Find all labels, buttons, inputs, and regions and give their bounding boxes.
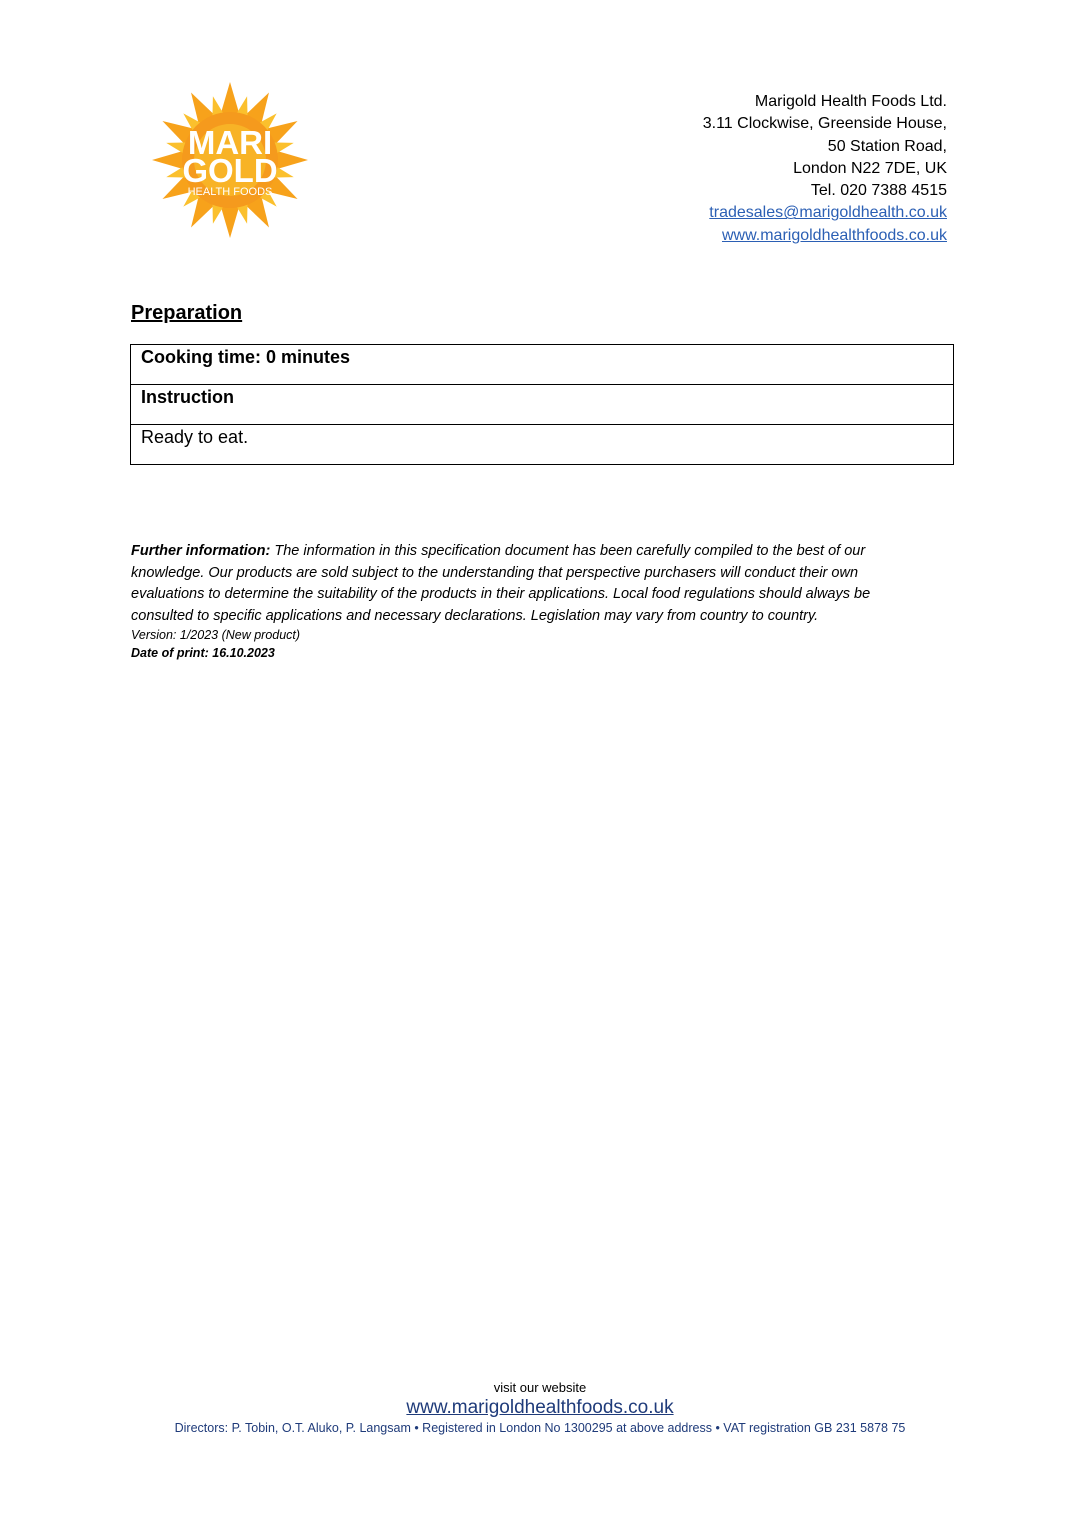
- table-row: [131, 385, 954, 425]
- footer-visit-text: visit our website: [493, 1380, 587, 1395]
- preparation-heading: Preparation: [131, 302, 243, 324]
- further-information-text: The information in this specification document has been carefully compiled to the best of our knowledge. Our products are sold subject to the understanding that perspective purchasers will conduct their own evaluations to determine the suitability of the products in their applications. Local food regulations should always be consulted to specific applications and necessary declarations. Legislation may vary from country to country.: [131, 543, 871, 624]
- instruction-text: Ready to eat.: [141, 427, 249, 447]
- version-text: Version: 1/2023 (New product): [131, 628, 301, 642]
- cooking-time-cell: [131, 345, 954, 385]
- address-line-building: 3.11 Clockwise, Greenside House,: [702, 115, 947, 133]
- company-address: [703, 91, 947, 247]
- logo-text-gold: GOLD: [182, 152, 278, 189]
- table-row: [131, 425, 954, 465]
- address-line-phone: Tel. 020 7388 4515: [810, 182, 947, 200]
- logo-text-mari: MARI: [187, 124, 273, 161]
- print-date: Date of print: 16.10.2023: [131, 646, 275, 660]
- company-logo: [130, 68, 328, 256]
- cooking-time-text: Cooking time: 0 minutes: [141, 347, 351, 367]
- instruction-label-cell: [131, 385, 954, 425]
- logo-text-health-foods: HEALTH FOODS: [187, 186, 273, 198]
- footer-website-link[interactable]: www.marigoldhealthfoods.co.uk: [406, 1397, 674, 1418]
- address-line-city: London N22 7DE, UK: [793, 159, 947, 177]
- address-line-company: Marigold Health Foods Ltd.: [754, 93, 947, 110]
- instruction-text-cell: [131, 425, 954, 465]
- further-information-label: Further information:: [131, 543, 271, 559]
- preparation-table: [130, 344, 954, 465]
- address-line-street: 50 Station Road,: [827, 137, 947, 155]
- footer-directors: Directors: P. Tobin, O.T. Aluko, P. Langsam • Registered in London No 1300295 at above address • VAT registration GB 231 5878 75: [174, 1421, 906, 1435]
- table-row: [131, 345, 954, 385]
- further-information: [131, 541, 921, 627]
- website-link[interactable]: www.marigoldhealthfoods.co.uk: [721, 226, 947, 244]
- instruction-label: Instruction: [141, 387, 234, 407]
- email-link[interactable]: tradesales@marigoldhealth.co.uk: [709, 204, 947, 222]
